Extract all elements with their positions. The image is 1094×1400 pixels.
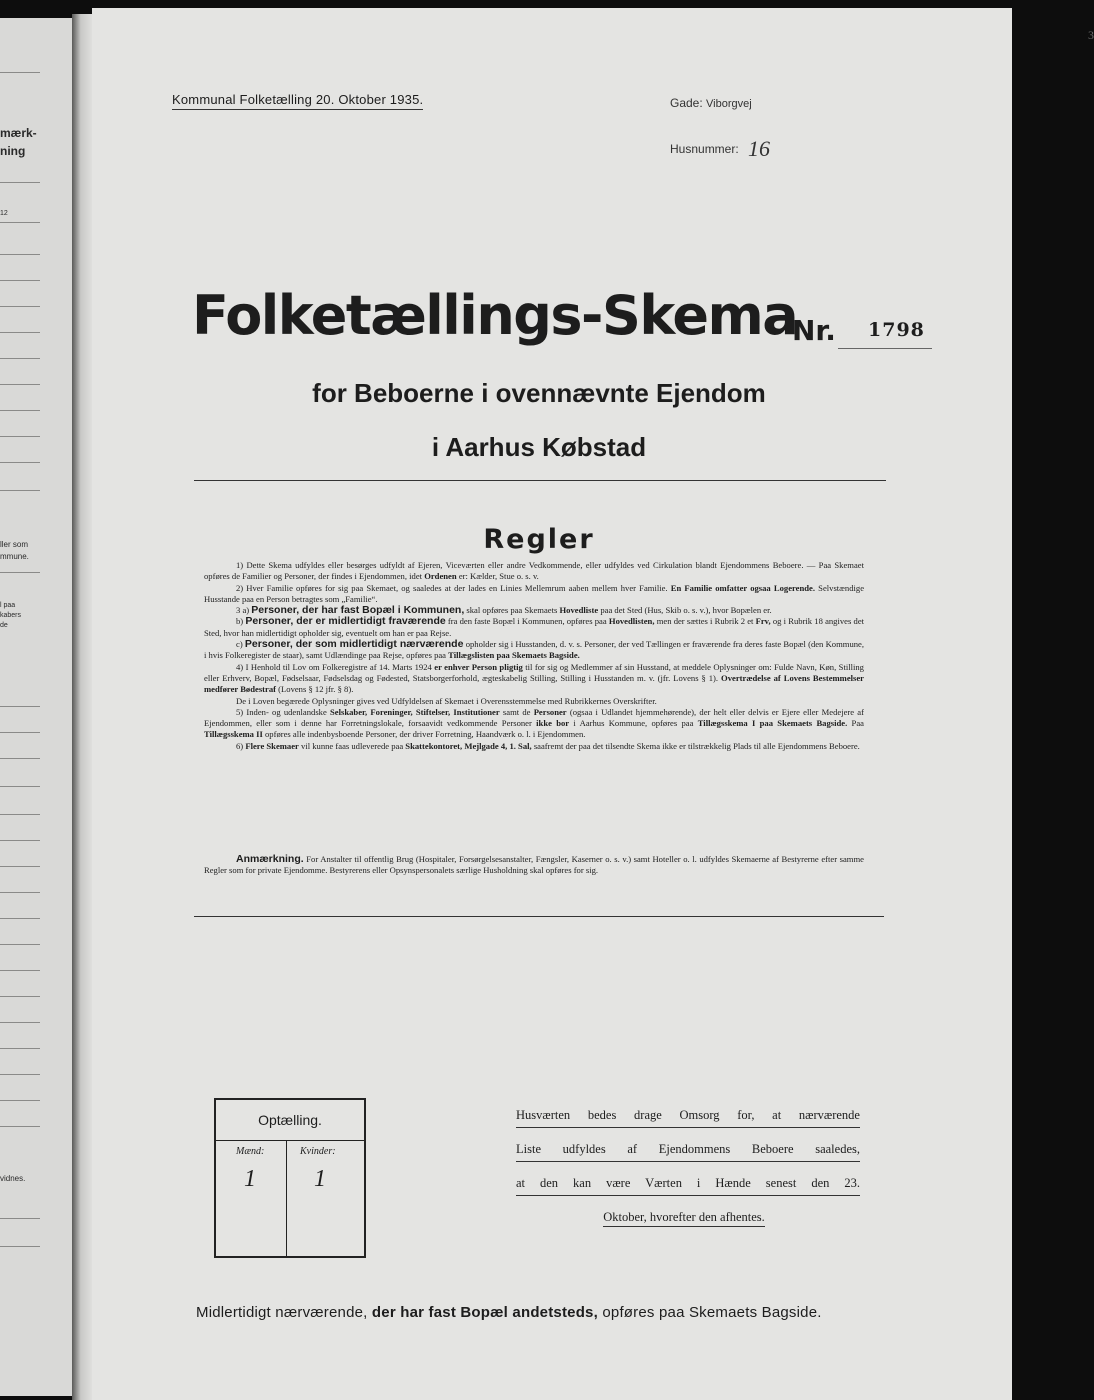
margin-rule (0, 1074, 40, 1075)
rule-4: 4) I Henhold til Lov om Folkeregistre af 14. Marts 1924 er enhver Person pligtig til for sig og Medlemmer af sin Husstand, at meddele Oplysninger om: Fulde Navn, Køn, Stilling eller Erhverv, Bopæl, Fødselsaar, Fødselsdag og Fødested, Statsborgerforhold, ægteskabelig Stilling, Stilling i Husstanden m. v. (jfr. Lovens § 1). Overtrædelse af Lovens Bestemmelser medfører Bødestraf (Lovens § 12 jfr. § 8). (204, 661, 864, 695)
remark-text: For Anstalter til offentlig Brug (Hospitaler, Forsørgelsesanstalter, Fængsler, Kaserner o. s. v.) samt Hoteller o. l. udfyldes Skemaerne af Bestyrerne efter samme Regler som for private Ejendomme. Bestyrerens eller Opsynspersonalets særlige Husholdning skal opføres for sig. (204, 854, 864, 876)
margin-rule (0, 840, 40, 841)
rule-5: 5) Inden- og udenlandske Selskaber, Foreninger, Stiftelser, Institutioner samt de Personer (ogsaa i Udlandet hjemmehørende), der helt eller delvis er Ejere eller Medejere af Ejendommen, eller som i denne har Forretningslokale, forsaavidt vedkommende Personer ikke bor i Aarhus Kommune, opføres paa Tillægsskema I paa Skemaets Bagside. Paa Tillægsskema II opføres alle indenbysboende Personer, der driver Forretning, Haandværk o. l. i Ejendommen. (204, 706, 864, 740)
street-label: Gade: (670, 96, 703, 110)
margin-rule (0, 1100, 40, 1101)
margin-rule (0, 758, 40, 759)
footer-note: Midlertidigt nærværende, der har fast Bopæl andetsteds, opføres paa Skemaets Bagside. (196, 1304, 822, 1321)
margin-text: vidnes. (0, 1174, 26, 1183)
remark-label: Anmærkning. (236, 853, 304, 865)
margin-rule (0, 410, 40, 411)
form-title: Folketællings-Skema (192, 284, 798, 347)
margin-text: mærk- (0, 126, 37, 140)
margin-text: ning (0, 144, 26, 158)
form-number-label: Nr. (792, 314, 836, 347)
women-count: 1 (314, 1166, 326, 1192)
margin-rule (0, 384, 40, 385)
margin-rule (0, 732, 40, 733)
margin-rule (0, 866, 40, 867)
margin-rule (0, 1246, 40, 1247)
house-number-value: 16 (748, 136, 771, 161)
rule-3b: b) Personer, der er midlertidigt fraværende fra den faste Bopæl i Kommunen, opføres paa Hovedlisten, men der sættes i Rubrik 2 et Frv, og i Rubrik 18 angives det Sted, hvor han midlertidigt opholder sig, eventuelt om han er paa Rejse. (204, 615, 865, 638)
rule-2: 2) Hver Familie opføres for sig paa Skemaet, og saaledes at der lades en Linies Mellemrum aaben mellem hver Familie. En Familie omfatter ogsaa Logerende. Selvstændige Husstande paa en Person betragtes som „Familie“. (204, 582, 865, 604)
margin-rule (0, 970, 40, 971)
margin-rule (0, 944, 40, 945)
divider (194, 916, 884, 917)
margin-rule (0, 462, 40, 463)
rule-3c: c) Personer, der som midlertidigt nærværende opholder sig i Husstanden, d. v. s. Personer, der ved Tællingen er fraværende fra deres faste Bopæl (den Kommune, i hvis Folkeregister de staar), samt Udlændinge paa Rejse, opføres paa Tillægslisten paa Skemaets Bagside. (204, 638, 865, 661)
margin-rule (0, 814, 40, 815)
margin-rule (0, 1218, 40, 1219)
margin-rule (0, 892, 40, 893)
book-gutter (72, 14, 94, 1400)
rule-6: 6) Flere Skemaer vil kunne faas udleverede paa Skattekontoret, Mejlgade 4, 1. Sal, saafremt der paa det tilsendte Skema ikke er tilstrækkelig Plads til alle Ejendommens Beboere. (236, 740, 860, 751)
men-count: 1 (244, 1166, 256, 1192)
count-title: Optælling. (258, 1112, 322, 1128)
margin-text: mmune. (0, 552, 29, 561)
census-form-page (92, 8, 1094, 1400)
margin-rule (0, 786, 40, 787)
margin-rule (0, 72, 40, 73)
house-number-label: Husnummer: (670, 142, 739, 156)
rule-1: 1) Dette Skema udfyldes eller besørges udfyldt af Ejeren, Viceværten eller andre Vedkommende, eller udfyldes ved Cirkulation blandt Ejendommens Beboere. — Paa Skemaet opføres de Familier og Personer, der findes i Ejendommen, idet Ordenen er: Kælder, Stue o. s. v. (204, 560, 864, 582)
count-box-rule (216, 1140, 364, 1141)
margin-rule (0, 918, 40, 919)
margin-rule (0, 280, 40, 281)
count-box (214, 1098, 366, 1258)
margin-text: ller som (0, 540, 29, 549)
women-label: Kvinder: (300, 1146, 336, 1157)
divider (194, 480, 886, 481)
census-header: Kommunal Folketælling 20. Oktober 1935. (172, 92, 423, 110)
margin-rule (0, 332, 40, 333)
margin-rule (0, 1048, 40, 1049)
margin-text: de (0, 622, 8, 629)
margin-text: l paa (0, 602, 16, 609)
margin-rule (0, 436, 40, 437)
street-value: Viborgvej (706, 98, 752, 110)
margin-rule (0, 572, 40, 573)
note-line: Liste udfyldes af Ejendommens Beboere saaledes, (516, 1142, 860, 1162)
remark-paragraph (204, 854, 864, 877)
form-number-value: 1798 (868, 319, 925, 341)
margin-rule (0, 358, 40, 359)
margin-text: 12 (0, 210, 8, 217)
note-line: Husværten bedes drage Omsorg for, at nærværende (516, 1108, 860, 1128)
form-number-line (838, 348, 932, 349)
page-corner-mark: 3 (1088, 28, 1094, 42)
men-label: Mænd: (236, 1146, 265, 1157)
margin-rule (0, 490, 40, 491)
rules-text (204, 560, 864, 752)
margin-rule (0, 1126, 40, 1127)
margin-rule (0, 996, 40, 997)
margin-rule (0, 306, 40, 307)
margin-rule (0, 222, 40, 223)
margin-rule (0, 706, 40, 707)
count-box-divider (286, 1140, 287, 1256)
form-subtitle-city: i Aarhus Købstad (431, 432, 647, 462)
note-line: Oktober, hvorefter den afhentes. (568, 1210, 800, 1229)
margin-rule (0, 1022, 40, 1023)
margin-rule (0, 254, 40, 255)
rules-heading: Regler (483, 524, 595, 555)
street-field (670, 96, 752, 110)
rule-4-note: De i Loven begærede Oplysninger gives ved Udfyldelsen af Skemaet i Overensstemmelse med Rubrikkernes Overskrifter. (236, 695, 657, 706)
house-number-field (670, 136, 770, 162)
form-subtitle: for Beboerne i ovennævnte Ejendom (312, 378, 766, 408)
margin-text: kabers (0, 612, 22, 619)
margin-rule (0, 182, 40, 183)
rule-3a: 3 a) Personer, der har fast Bopæl i Kommunen, skal opføres paa Skemaets Hovedliste paa det Sted (Hus, Skib o. s. v.), hvor Bopælen er. (236, 604, 772, 617)
landlord-note (516, 1108, 860, 1243)
note-line: at den kan være Værten i Hænde senest den 23. (516, 1176, 860, 1196)
left-page-edge (0, 18, 72, 1396)
